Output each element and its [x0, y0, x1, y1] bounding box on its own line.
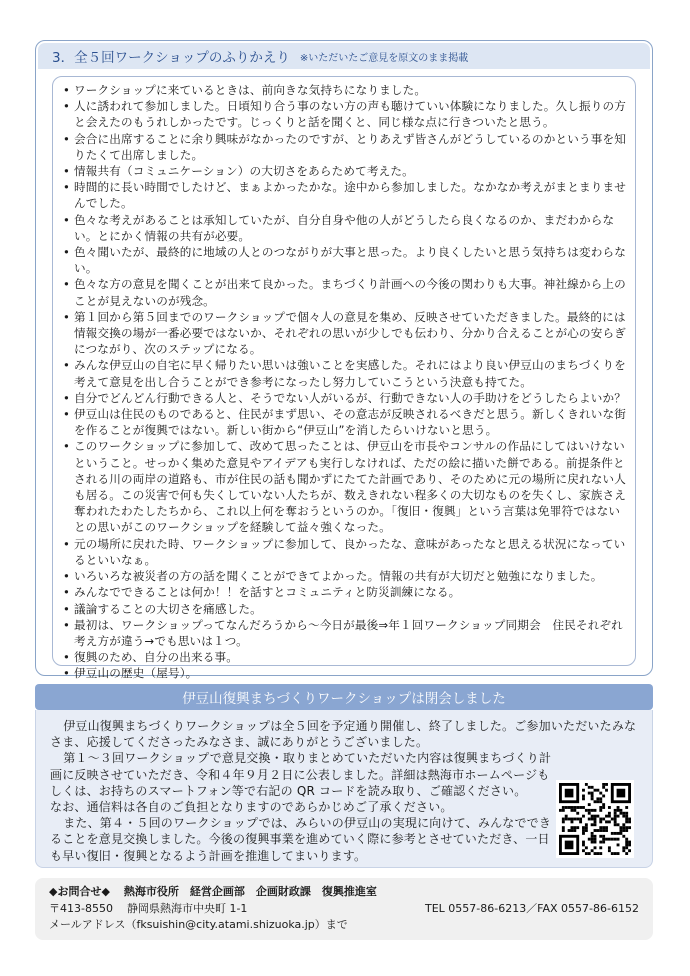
comment-item: • 議論することの大切さを痛感した。: [63, 601, 629, 617]
email-address: メールアドレス（fksuishin@city.atami.shizuoka.jp）まで: [49, 918, 348, 931]
section-header: [38, 43, 650, 69]
closing-paragraph: なお、通信料は各自のご負担となりますのであらかじめご了承ください。: [50, 800, 453, 815]
comments-box: [52, 76, 636, 681]
closing-paragraph: 第１～３回ワークショップで意見交換・取りまとめていただいた内容は復興まちづくり計画に反映させていただき、令和４年９月２日に公表しました。詳細は熱海市ホームページもしくは、お持ちのスマートフォン等で右記の QR コードを読み取り、ご確認ください。: [50, 751, 552, 798]
comment-item: • 最初は、ワークショップってなんだろうから～今日が最後⇒年１回ワークショップ同期会 住民それぞれ考え方が違う→でも思いは１つ。: [63, 617, 629, 649]
comment-item: • 伊豆山は住民のものであると、住民がまず思い、その意志が反映されるべきだと思う。新しくきれいな街を作ることが復興ではない。新しい街から“伊豆山”を消したらいけないと思う。: [63, 406, 629, 438]
comment-item: • 会合に出席することに余り興味がなかったのですが、とりあえず皆さんがどうしているのかという事を知りたくて出席しました。: [63, 131, 629, 163]
comment-item: • 情報共有（コミュニケーション）の大切さをあらためて考えた。: [63, 163, 629, 179]
closing-box: [35, 710, 653, 868]
comment-item: • 色々な考えがあることは承知していたが、自分自身や他の人がどうしたら良くなるのか、まだわからない。とにかく情報の共有が必要。: [63, 212, 629, 244]
comment-item: • いろいろな被災者の方の話を聞くことができてよかった。情報の共有が大切だと勉強になりました。: [63, 568, 629, 584]
comment-item: • 伊豆山の歴史（屋号）。: [63, 665, 629, 681]
address: 静岡県熱海市中央町 1-1: [126, 901, 248, 915]
comment-item: • 色々聞いたが、最終的に地域の人とのつながりが大事と思った。より良くしたいと思う気持ちは変わらない。: [63, 244, 629, 276]
comment-item: • 時間的に長い時間でしたけど、まぁよかったかな。途中から参加しました。なかなか考えがまとまりませんでした。: [63, 179, 629, 211]
contact-department: 熱海市役所 経営企画部 企画財政課 復興推進室: [123, 885, 377, 898]
comment-item: • このワークショップに参加して、改めて思ったことは、伊豆山を市長やコンサルの作品にしてはいけないということ。せっかく集めた意見やアイデアも実行しなければ、ただの絵に描いた餅である。前提条件とされる川の両岸の道路も、市が住民の話も聞かずにたてた計画であり、そのために元の場所に戻れない人も居る。この災害で何も失くしていない人たちが、数えきれない程多くの大切なものを失くし、家族さえ奪われたわたしたちから、これ以上何を奪おうというのか。「復旧・復興」という言葉は免罪符ではないとの思いがこのワークショップを経験して益々強くなった。: [63, 438, 629, 535]
closing-banner: 伊豆山復興まちづくりワークショップは閉会しました: [35, 684, 653, 710]
postal-code: 〒413-8550: [49, 901, 113, 915]
comment-item: • ワークショップに来ているときは、前向きな気持ちになりました。: [63, 82, 629, 98]
closing-paragraph: 伊豆山復興まちづくりワークショップは全５回を予定通り開催し、終了しました。ご参加いただいたみなさま、応援してくださったみなさま、誠にありがとうございました。: [50, 719, 637, 750]
comment-item: • 復興のため、自分の出来る事。: [63, 649, 629, 665]
phone-fax: TEL 0557-86-6213／FAX 0557-86-6152: [424, 901, 639, 915]
comment-item: • みんなでできることは何か！！を話すとコミュニティと防災訓練になる。: [63, 584, 629, 600]
section-title: 3．全５回ワークショップのふりかえり: [52, 50, 290, 66]
comment-list: [53, 77, 635, 682]
comment-item: • 元の場所に戻れた時、ワークショップに参加して、良かったな、意味があったなと思える状況になっているといいなぁ。: [63, 536, 629, 568]
comment-item: • 自分でどんどん行動できる人と、そうでない人がいるが、行動できない人の手助けをどうしたらよいか？: [63, 390, 629, 406]
comment-item: • 人に誘われて参加しました。日頃知り合う事のない方の声も聴けていい体験になりました。久し振りの方と会えたのもうれしかったです。じっくりと話を聞くと、同じ様な点に行きついたと思う。: [63, 98, 629, 130]
workshop-review-section: [35, 40, 653, 681]
comment-item: • 色々な方の意見を聞くことが出来て良かった。まちづくり計画への今後の関わりも大事。神社線から上のことが見えないのが残念。: [63, 276, 629, 308]
qr-pattern: [559, 783, 631, 855]
comment-item: • 第１回から第５回までのワークショップで個々人の意見を集め、反映させていただきました。最終的には情報交換の場が一番必要ではないか、それぞれの思いが少しでも伝わり、分かり合えることが心の安らぎにつながり、次のステップになる。: [63, 309, 629, 358]
section-note: ※いただいたご意見を原文のまま掲載: [299, 52, 469, 64]
qr-code-image[interactable]: [556, 780, 634, 858]
contact-box: [35, 878, 653, 940]
closing-paragraph: また、第４・５回のワークショップでは、みらいの伊豆山の実現に向けて、みんなでできることを意見交換しました。今後の復興事業を進めていく際に参考とさせていただき、一日も早い復旧・復興となるよう計画を推進してまいります。: [50, 816, 552, 863]
contact-heading: ◆お問合せ◆: [49, 885, 110, 898]
comment-item: • みんな伊豆山の自宅に早く帰りたい思いは強いことを実感した。それにはより良い伊豆山のまちづくりを考えて意見を出し合うことができ参考になったし努力していこうという決意も持てた。: [63, 357, 629, 389]
